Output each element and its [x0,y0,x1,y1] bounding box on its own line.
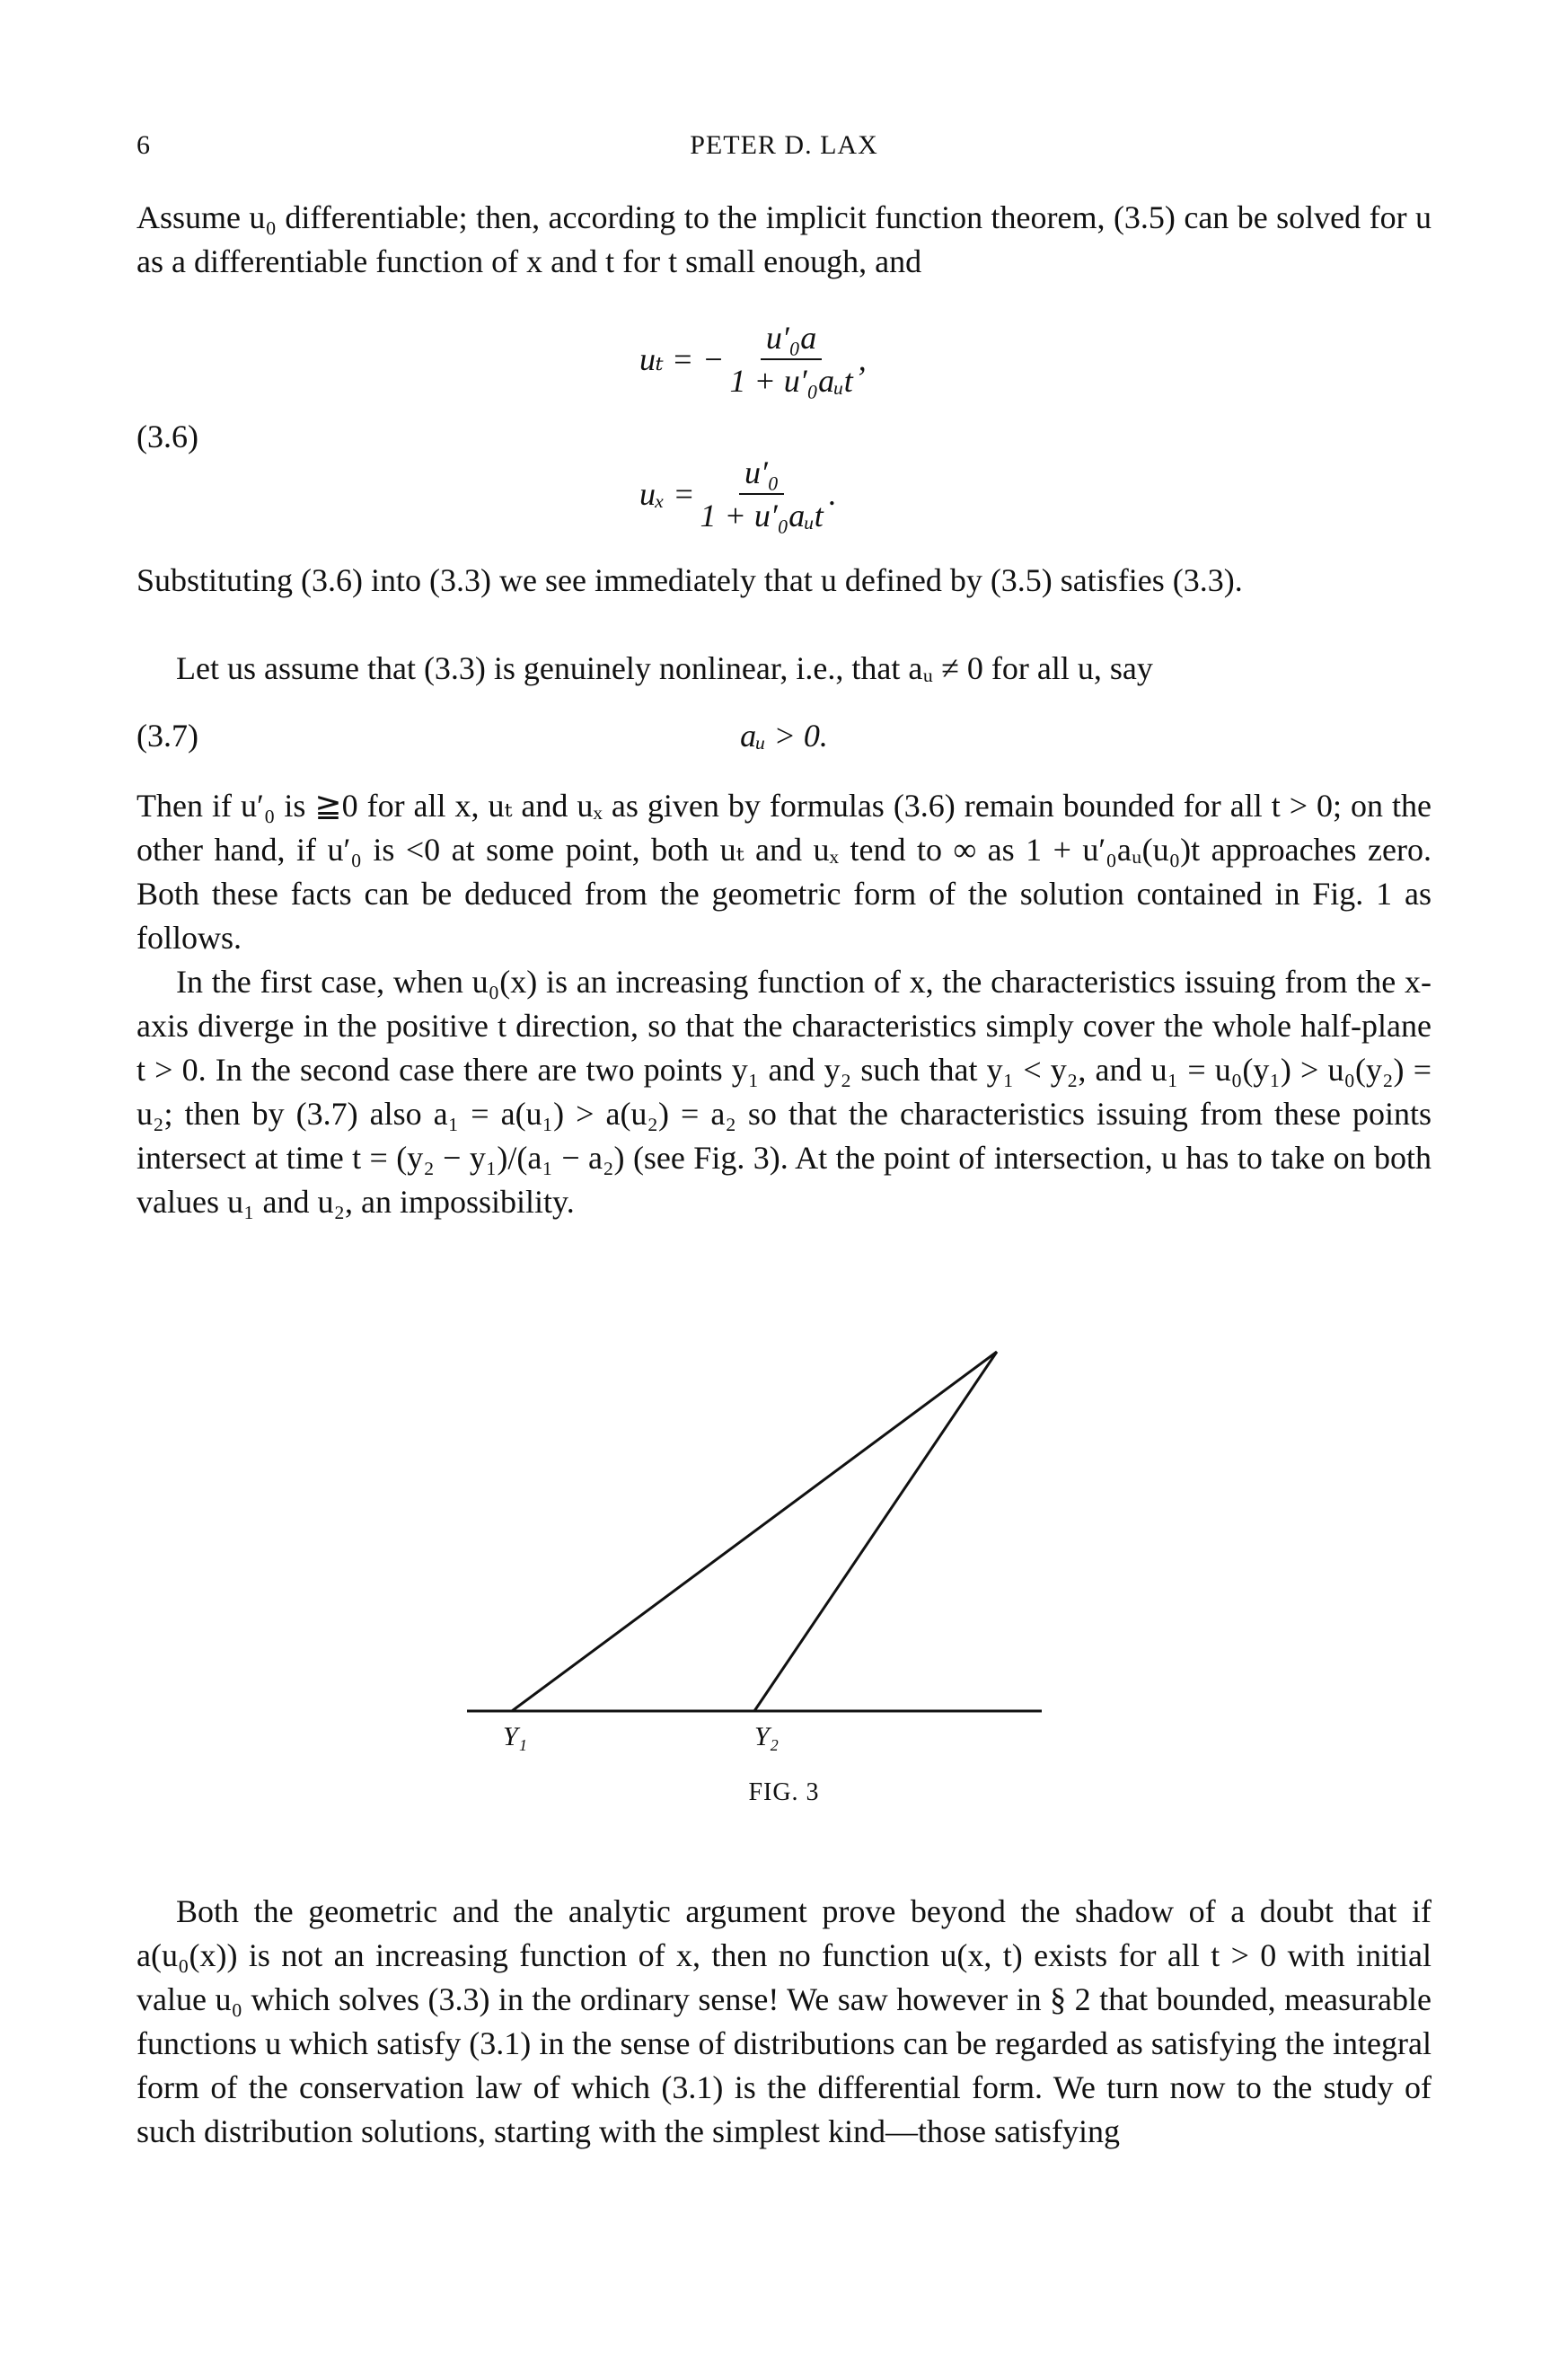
equation-number: (3.6) [137,419,198,454]
paragraph-3-text: Let us assume that (3.3) is genuinely nonlinear, i.e., that aᵤ ≠ 0 for all u, say [176,650,1153,686]
paragraph-1-text: Assume u₀ differentiable; then, according to the implicit function theorem, (3.5) can be solved for u as a differentiable function of x and t for t small enough, and [137,199,1431,279]
paragraph-3 [137,647,1431,691]
paragraph-4-text: Then if u′₀ is ≧0 for all x, uₜ and uₓ as given by formulas (3.6) remain bounded for all t > 0; on the other hand, if u′₀ is <0 at some point, both uₜ and uₓ tend to ∞ as 1 + u′₀aᵤ(u₀)t approaches zero. Both these facts can be deduced from the geometric form of the solution contained in Fig. 1 as follows. [137,788,1431,956]
ut-fraction [729,319,852,400]
ut-numerator: u′₀a [761,319,822,360]
paragraph-5-text: In the first case, when u₀(x) is an increasing function of x, the characteristics issuing from the x-axis diverge in the positive t direction, so that the characteristics simply cover the whole half-plane t > 0. In the second case there are two points y₁ and y₂ such that y₁ < y₂, and u₁ = u₀(y₁) > u₀(y₂) = u₂; then by (3.7) also a₁ = a(u₁) > a(u₂) = a₂ so that the characteristics issuing from these points intersect at time t = (y₂ − y₁)/(a₁ − a₂) (see Fig. 3). At the point of intersection, u has to take on both values u₁ and u₂, an impossibility. [137,964,1431,1220]
ut-end: , [858,341,867,377]
paragraph-4 [137,784,1431,960]
paragraph-6-text: Both the geometric and the analytic argument prove beyond the shadow of a doubt that if a(u₀(x)) is not an increasing function of x, then no function u(x, t) exists for all t > 0 with initial value u₀ which solves (3.3) in the ordinary sense! We saw however in § 2 that bounded, measurable functions u which satisfy (3.1) in the sense of distributions can be regarded as satisfying the integral form of the conservation law of which (3.1) is the differential form. We turn now to the study of such distribution solutions, starting with the simplest kind—those satisfying [137,1893,1431,2149]
ut-minus: − [702,341,725,377]
page-header [137,130,1431,166]
paragraph-2-text: Substituting (3.6) into (3.3) we see immediately that u defined by (3.5) satisfies (3.3). [137,562,1243,598]
equation-3-7-body: aᵤ > 0. [740,718,828,754]
ut-lhs: uₜ = [639,341,694,377]
ux-end: . [828,476,837,512]
label-y1: Y₁ [503,1722,528,1751]
ux-numerator: u′₀ [739,454,784,495]
paragraph-5 [137,960,1431,1224]
characteristic-from-y1 [512,1352,997,1711]
page-number: 6 [137,130,150,160]
running-head: PETER D. LAX [690,130,878,160]
figure-3 [449,1334,1060,1801]
label-y2: Y₂ [754,1722,780,1751]
equation-3-7 [137,717,1431,762]
paragraph-1 [137,196,1431,284]
ux-denominator: 1 + u′₀aᵤt [700,498,824,534]
equation-ut [639,319,867,400]
ut-denominator: 1 + u′₀aᵤt [729,363,853,399]
paragraph-6 [137,1890,1431,2154]
equation-number: (3.7) [137,718,198,754]
ux-lhs: uₓ = [639,476,695,512]
characteristic-from-y2 [754,1352,997,1711]
figure-3-caption: FIG. 3 [748,1778,820,1806]
equation-ux [639,454,837,534]
ux-fraction [700,454,824,534]
equation-3-6 [137,319,1431,579]
paragraph-2 [137,559,1431,603]
